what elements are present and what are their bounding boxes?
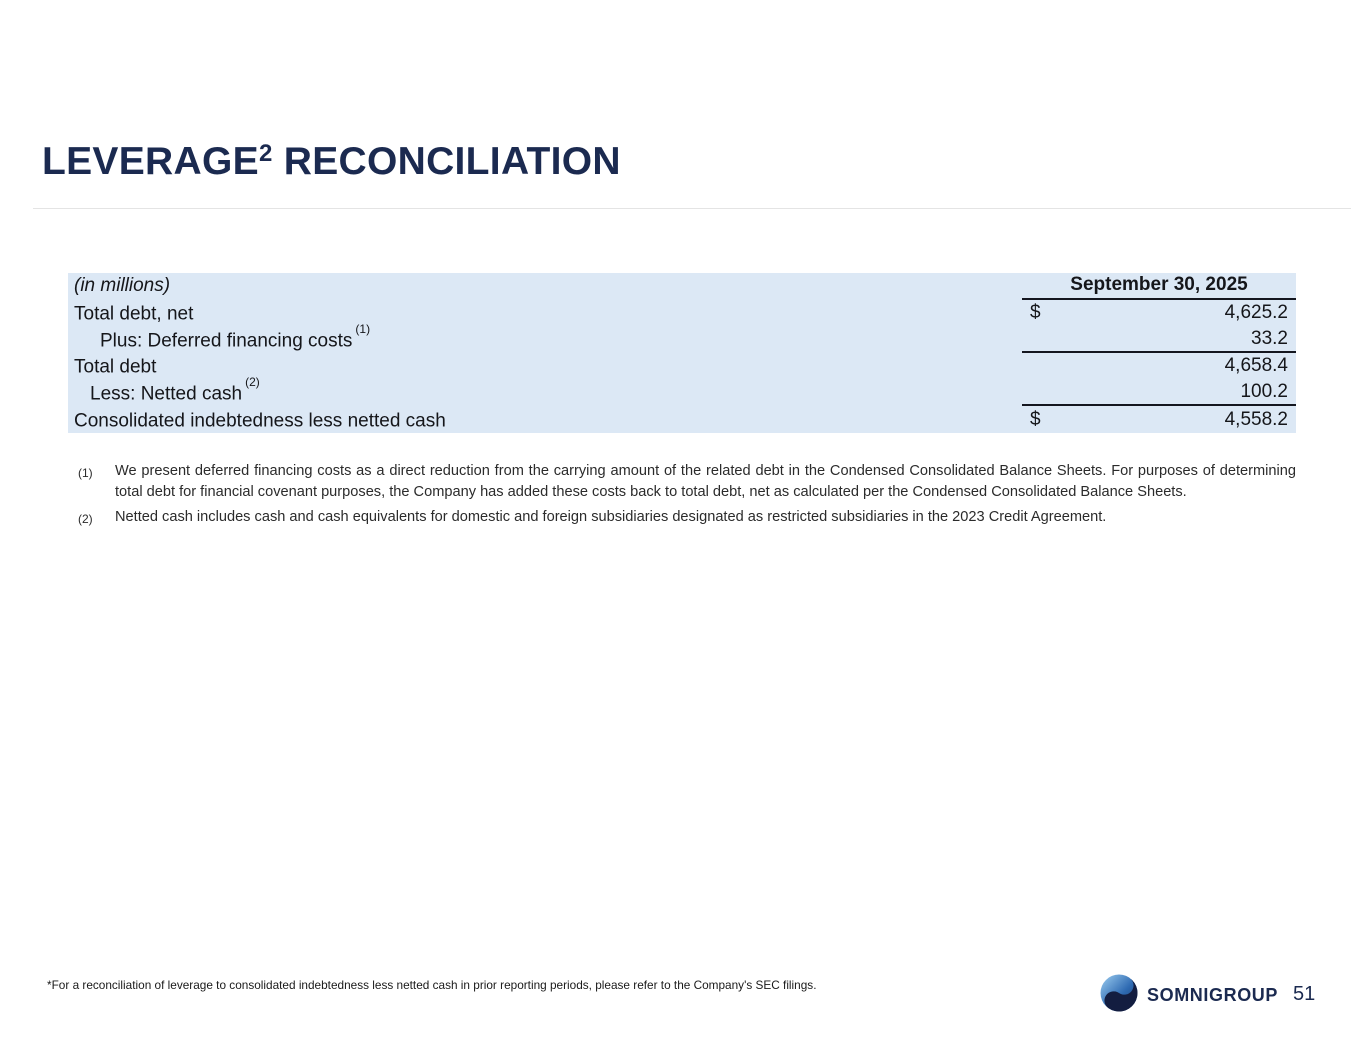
units-label: (in millions): [74, 275, 171, 297]
row-value: 4,558.2: [1224, 408, 1288, 430]
footnotes-section: [78, 461, 1296, 533]
row-label: Less: Netted cash$^{(2)}$: [90, 374, 260, 405]
row-label: Consolidated indebtedness less netted cash: [74, 409, 446, 431]
page-title-suffix: RECONCILIATION: [272, 140, 621, 184]
company-logo: [1100, 974, 1278, 1017]
table-row: [68, 374, 1296, 407]
company-name: SOMNIGROUP: [1147, 985, 1279, 1005]
row-label: Total debt, net: [74, 303, 194, 325]
footnote-1: [78, 461, 1296, 503]
row-value-cell: [1022, 300, 1296, 327]
table-header-row: [68, 273, 1296, 300]
page-number: 51: [1293, 983, 1316, 1005]
footnote-text: Netted cash includes cash and cash equivalents for domestic and foreign subsidiaries designated as restricted subsidiaries in the 2023 Credit Agreement.: [115, 508, 1107, 525]
title-divider: [33, 208, 1351, 209]
row-value-cell: [1022, 326, 1296, 353]
table-row: [68, 406, 1296, 433]
footer-disclaimer: *For a reconciliation of leverage to consolidated indebtedness less netted cash in prior reporting periods, please refer to the Company's SEC filings.: [47, 978, 817, 992]
row-value-cell: [1022, 406, 1296, 433]
footnote-marker: (1): [78, 466, 93, 480]
footnote-marker: (2): [78, 511, 93, 526]
footnote-2: [78, 507, 1296, 530]
row-label: Total debt: [74, 356, 157, 378]
dollar-sign: $: [1030, 408, 1041, 430]
footnote-text: We present deferred financing costs as a direct reduction from the carrying amount of the related debt in the Condensed Consolidated Balance Sheets. For purposes of determining total debt for financial covenant purposes, the Company has added these costs back to total debt, net as calculated per the Condensed Consolidated Balance Sheets.: [115, 463, 1296, 500]
leverage-reconciliation-table: [68, 273, 1296, 433]
table-row: [68, 300, 1296, 327]
row-value: 4,625.2: [1224, 302, 1288, 324]
row-value: 33.2: [1251, 327, 1288, 349]
table-row: [68, 321, 1296, 353]
row-value-cell: [1022, 380, 1296, 407]
column-header-date: September 30, 2025: [1022, 273, 1296, 300]
row-value: 4,658.4: [1224, 355, 1288, 377]
footnote-ref: (2): [245, 374, 260, 389]
footnote-ref: (1): [355, 321, 371, 336]
dollar-sign: $: [1030, 302, 1041, 324]
page-title-main: LEVERAGE: [42, 140, 259, 184]
row-value-cell: [1022, 353, 1296, 380]
page-title: [42, 140, 621, 184]
row-value: 100.2: [1240, 381, 1288, 403]
page-title-superscript: 2: [258, 140, 273, 168]
somnigroup-logo-icon: [1100, 974, 1138, 1017]
row-label: Plus: Deferred financing costs$^{(1)}$: [100, 321, 371, 351]
